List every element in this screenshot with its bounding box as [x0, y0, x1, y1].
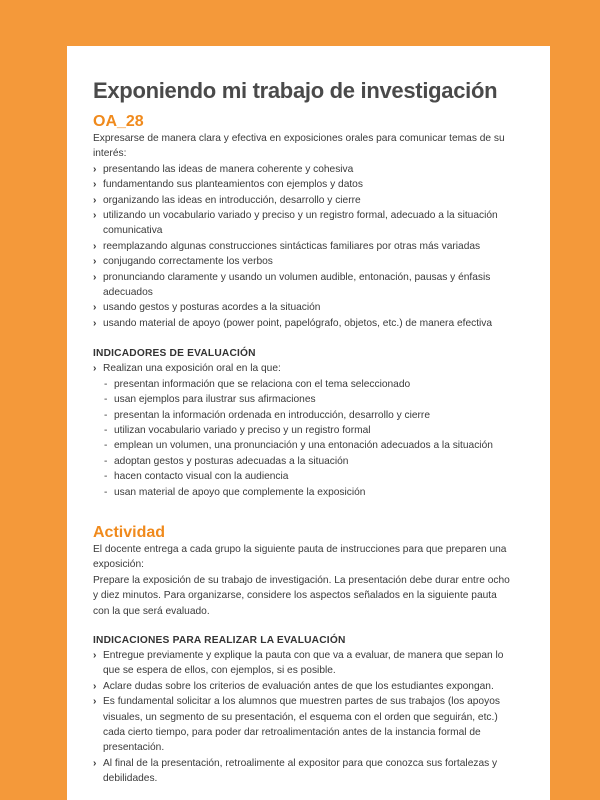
activity-paragraph-2: Prepare la exposición de su trabajo de investigación. La presentación debe durar entre ocho y diez minutos. Para organizarse, considere los aspectos señalados en la siguiente pauta con la que será evaluado. [93, 574, 510, 617]
indicators-heading: INDICADORES DE EVALUACIÓN [93, 348, 256, 360]
objective-item-text: conjugando correctamente los verbos [103, 256, 273, 268]
objective-item-text: utilizando un vocabulario variado y preciso y un registro formal, adecuado a la situación comunicativa [103, 210, 498, 237]
indicator-item-text: usan material de apoyo que complemente la exposición [114, 486, 366, 498]
evaluation-heading: INDICACIONES PARA REALIZAR LA EVALUACIÓN [93, 634, 346, 646]
indicators-lead [93, 361, 513, 376]
evaluation-item [93, 756, 513, 787]
list-bullet: › [93, 317, 97, 329]
indicator-item [104, 485, 513, 500]
evaluation-item [93, 679, 513, 694]
objective-code: OA_28 [93, 113, 144, 130]
list-bullet: - [104, 486, 108, 498]
objective-item-text: presentando las ideas de manera coherente y cohesiva [103, 163, 354, 175]
indicator-item-text: hacen contacto visual con la audiencia [114, 471, 289, 483]
objective-item [93, 193, 513, 208]
list-bullet: - [104, 455, 108, 467]
list-bullet: - [104, 378, 108, 390]
list-bullet: › [93, 757, 97, 769]
list-bullet: › [93, 680, 97, 692]
list-bullet: - [104, 471, 108, 483]
list-bullet: - [104, 440, 108, 452]
objective-list [93, 162, 513, 331]
list-bullet: › [93, 271, 97, 283]
list-bullet: › [93, 194, 97, 206]
evaluation-item-text: Entregue previamente y explique la pauta con que va a evaluar, de manera que sepan lo que se espera de ellos, con ejemplos, si es posible. [103, 649, 504, 677]
evaluation-item [93, 694, 513, 756]
objective-item-text: pronunciando claramente y usando un volumen audible, entonación, pausas y énfasis adecuados [103, 271, 491, 299]
list-bullet: › [93, 256, 97, 268]
evaluation-item-text: Al final de la presentación, retroalimente al expositor para que conozca sus fortalezas y debilidades. [103, 757, 498, 785]
list-bullet: › [93, 163, 97, 175]
list-bullet: › [93, 649, 97, 661]
objective-item [93, 162, 513, 177]
list-bullet: › [93, 179, 97, 191]
indicator-item [104, 377, 513, 392]
objective-item-text: fundamentando sus planteamientos con ejemplos y datos [103, 179, 363, 191]
evaluation-list [93, 648, 513, 787]
objective-item-text: usando gestos y posturas acordes a la situación [103, 302, 321, 314]
indicator-item-text: adoptan gestos y posturas adecuadas a la situación [114, 455, 349, 467]
objective-item [93, 239, 513, 254]
indicator-list [93, 377, 513, 500]
indicator-item [104, 454, 513, 469]
indicators-lead-text: Realizan una exposición oral en la que: [103, 363, 281, 375]
objective-item [93, 208, 513, 239]
indicator-item [104, 469, 513, 484]
objective-item [93, 270, 513, 301]
objective-item [93, 300, 513, 315]
indicators-lead-list [93, 361, 513, 376]
list-bullet: - [104, 394, 108, 406]
list-bullet: - [104, 409, 108, 421]
objective-item-text: reemplazando algunas construcciones sintácticas familiares por otras más variadas [103, 240, 481, 252]
activity-heading: Actividad [93, 523, 166, 541]
list-bullet: › [93, 240, 97, 252]
list-bullet: › [93, 696, 97, 708]
evaluation-item-text: Aclare dudas sobre los criterios de evaluación antes de que los estudiantes expongan. [103, 680, 494, 692]
objective-intro: Expresarse de manera clara y efectiva en exposiciones orales para comunicar temas de su interés: [93, 133, 505, 160]
indicator-item-text: utilizan vocabulario variado y preciso y un registro formal [114, 424, 371, 436]
page-title: Exponiendo mi trabajo de investigación [93, 78, 498, 103]
objective-item-text: organizando las ideas en introducción, desarrollo y cierre [103, 194, 361, 206]
objective-item-text: usando material de apoyo (power point, papelógrafo, objetos, etc.) de manera efectiva [103, 317, 493, 329]
indicator-item-text: emplean un volumen, una pronunciación y una entonación adecuados a la situación [114, 440, 493, 452]
indicator-item [104, 438, 513, 453]
objective-item [93, 316, 513, 331]
activity-paragraph-1: El docente entrega a cada grupo la siguiente pauta de instrucciones para que preparen una exposición: [93, 543, 507, 571]
objective-item [93, 254, 513, 269]
indicator-item [104, 408, 513, 423]
objective-item [93, 177, 513, 192]
arrow-bullet: › [93, 363, 97, 375]
list-bullet: › [93, 302, 97, 314]
page-content [93, 76, 513, 787]
indicator-item-text: presentan la información ordenada en introducción, desarrollo y cierre [114, 409, 430, 421]
indicator-item [104, 392, 513, 407]
evaluation-item-text: Es fundamental solicitar a los alumnos que muestren partes de sus trabajos (los apoyos visuales, un segmento de su presentación, el esquema con el orden que seguirán, etc.) cada cierto tiempo, para poder dar retroalimentación antes de la instancia formal de presentación. [103, 696, 500, 754]
indicator-item-text: usan ejemplos para ilustrar sus afirmaciones [114, 394, 316, 406]
list-bullet: › [93, 210, 97, 222]
evaluation-item [93, 648, 513, 679]
indicator-item [104, 423, 513, 438]
page-sheet [67, 46, 550, 800]
list-bullet: - [104, 424, 108, 436]
indicator-item-text: presentan información que se relaciona con el tema seleccionado [114, 378, 411, 390]
